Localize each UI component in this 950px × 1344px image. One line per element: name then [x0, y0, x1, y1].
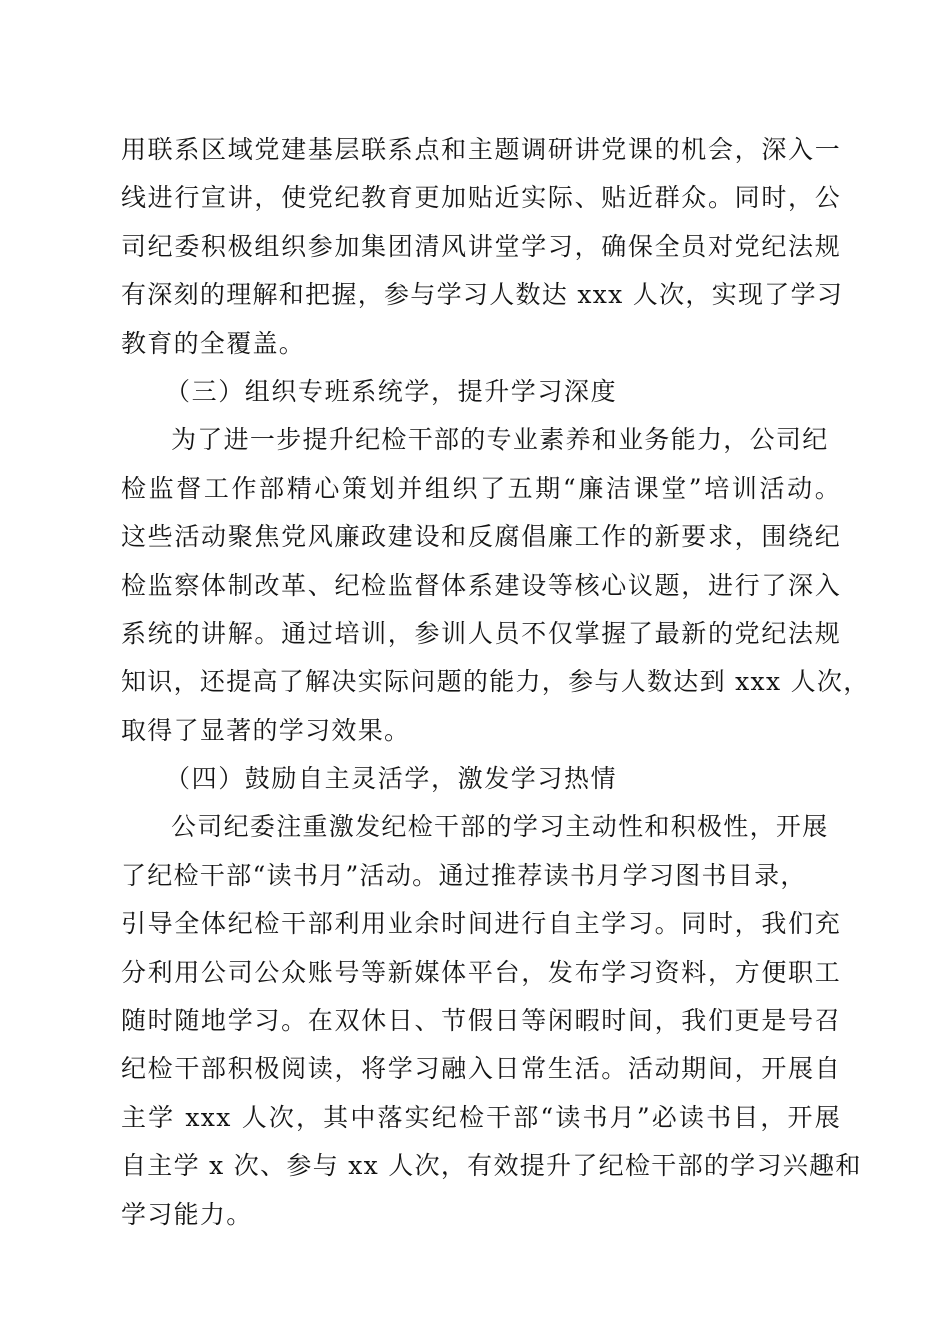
body-line: 知识，还提高了解决实际问题的能力，参与人数达到 xxx 人次， — [121, 667, 870, 697]
body-line: 了纪检干部“读书月”活动。通过推荐读书月学习图书目录， — [121, 860, 807, 890]
body-line: 引导全体纪检干部利用业余时间进行自主学习。同时，我们充 — [121, 909, 841, 939]
body-line: 这些活动聚焦党风廉政建设和反腐倡廉工作的新要求，围绕纪 — [121, 522, 841, 552]
paragraph-first-line: 为了进一步提升纪检干部的专业素养和业务能力，公司纪 — [171, 425, 829, 455]
paragraph-first-line: 公司纪委注重激发纪检干部的学习主动性和积极性，开展 — [171, 812, 829, 842]
body-line: 司纪委积极组织参加集团清风讲堂学习，确保全员对党纪法规 — [121, 231, 841, 261]
body-line: 检监察体制改革、纪检监督体系建设等核心议题，进行了深入 — [121, 570, 841, 600]
body-line: 线进行宣讲，使党纪教育更加贴近实际、贴近群众。同时，公 — [121, 183, 841, 213]
section-heading: （三）组织专班系统学，提升学习深度 — [165, 376, 618, 406]
body-line: 分利用公司公众账号等新媒体平台，发布学习资料，方便职工 — [121, 957, 841, 987]
body-line: 自主学 x 次、参与 xx 人次，有效提升了纪检干部的学习兴趣和 — [121, 1151, 862, 1181]
body-line: 纪检干部积极阅读，将学习融入日常生活。活动期间，开展自 — [121, 1054, 841, 1084]
body-line: 用联系区域党建基层联系点和主题调研讲党课的机会，深入一 — [121, 135, 841, 164]
body-line: 学习能力。 — [121, 1199, 253, 1229]
body-line: 系统的讲解。通过培训，参训人员不仅掌握了最新的党纪法规 — [121, 618, 841, 648]
body-line: 检监督工作部精心策划并组织了五期“廉洁课堂”培训活动。 — [121, 473, 841, 503]
section-heading: （四）鼓励自主灵活学，激发学习热情 — [165, 764, 618, 794]
body-line: 有深刻的理解和把握，参与学习人数达 xxx 人次，实现了学习 — [121, 280, 844, 310]
body-line: 取得了显著的学习效果。 — [121, 715, 411, 745]
body-line: 教育的全覆盖。 — [121, 328, 306, 358]
document-body — [121, 126, 870, 1239]
body-line: 随时随地学习。在双休日、节假日等闲暇时间，我们更是号召 — [121, 1006, 841, 1036]
body-line: 主学 xxx 人次，其中落实纪检干部“读书月”必读书目，开展 — [121, 1102, 841, 1132]
